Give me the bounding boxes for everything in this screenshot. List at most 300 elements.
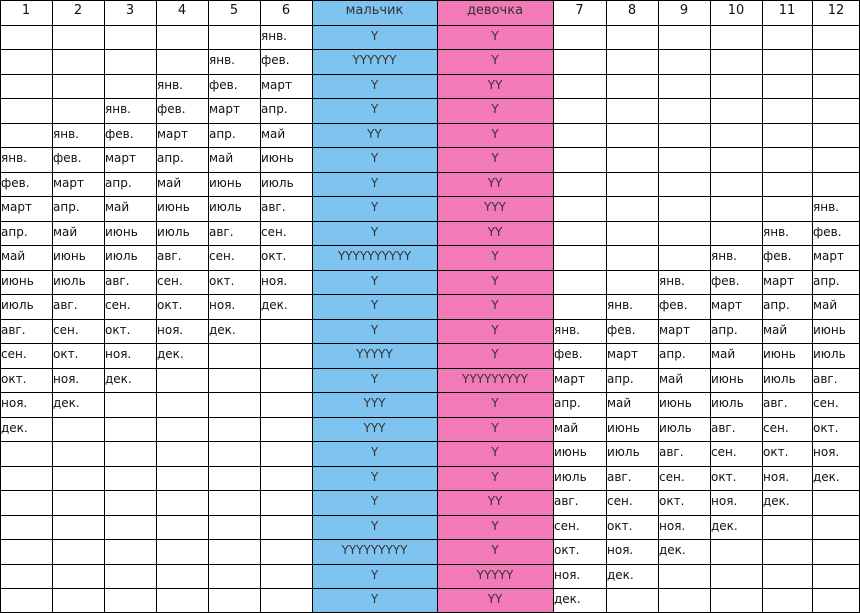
month-cell <box>762 98 812 123</box>
month-cell: май <box>157 175 182 190</box>
month-cell: сен. <box>607 494 633 508</box>
month-cell <box>658 172 710 197</box>
month-cell <box>762 172 812 197</box>
grid-horizontal-line <box>0 49 860 50</box>
month-cell <box>156 588 208 613</box>
month-cell <box>104 74 156 99</box>
month-cell: янв. <box>711 249 737 263</box>
header-col-7: 7 <box>575 3 584 18</box>
month-cell <box>553 245 606 270</box>
month-cell <box>0 490 52 515</box>
month-cell: июнь <box>1 273 34 288</box>
month-cell: май <box>813 298 838 312</box>
month-cell: авг. <box>1 322 26 337</box>
girl-cell: Y <box>437 294 553 319</box>
month-cell: ноя. <box>261 273 288 288</box>
month-cell <box>762 123 812 148</box>
month-cell <box>762 25 812 50</box>
grid-horizontal-line <box>0 0 860 1</box>
month-cell: июнь <box>554 445 587 459</box>
girl-cell: Y <box>437 417 553 442</box>
boy-cell: Y <box>312 490 437 515</box>
grid-horizontal-line <box>0 25 860 26</box>
month-cell: янв. <box>261 28 287 43</box>
month-cell: дек. <box>813 469 840 484</box>
month-cell: апр. <box>813 273 840 288</box>
month-cell: июнь <box>105 224 138 239</box>
boy-cell: YYY <box>312 417 437 442</box>
month-cell: дек. <box>554 592 581 606</box>
header-col-4: 4 <box>177 3 187 18</box>
month-cell <box>606 270 658 295</box>
header-col-3: 3 <box>125 3 135 18</box>
grid-horizontal-line <box>0 515 860 516</box>
month-cell: апр. <box>711 322 738 337</box>
month-cell: авг. <box>711 420 736 435</box>
month-cell <box>104 441 156 466</box>
grid-horizontal-line <box>0 343 860 344</box>
month-cell: фев. <box>711 273 740 288</box>
month-cell <box>208 588 260 613</box>
month-cell <box>52 417 104 442</box>
month-cell <box>658 25 710 50</box>
month-cell <box>553 221 606 246</box>
month-cell: дек. <box>659 543 686 557</box>
month-cell <box>156 515 208 540</box>
grid-horizontal-line <box>0 196 860 197</box>
month-cell: авг. <box>105 273 130 288</box>
month-cell: окт. <box>813 420 839 435</box>
month-cell: янв. <box>1 151 27 165</box>
month-cell: март <box>813 249 845 263</box>
month-cell <box>606 49 658 74</box>
header-col-8: 8 <box>627 3 637 18</box>
month-cell: ноя. <box>607 543 634 557</box>
month-cell <box>0 441 52 466</box>
girl-cell: Y <box>437 25 553 50</box>
month-cell <box>208 343 260 368</box>
month-cell <box>0 539 52 564</box>
month-cell <box>260 466 312 491</box>
month-cell: окт. <box>607 518 633 533</box>
month-cell <box>0 123 52 148</box>
month-cell: авг. <box>659 445 684 459</box>
month-cell: фев. <box>813 224 842 239</box>
month-cell <box>812 515 860 540</box>
month-cell: окт. <box>711 469 737 484</box>
month-cell <box>762 515 812 540</box>
grid-horizontal-line <box>0 564 860 565</box>
month-cell <box>762 539 812 564</box>
grid-horizontal-line <box>0 319 860 320</box>
month-cell <box>260 392 312 417</box>
boy-cell: Y <box>312 98 437 123</box>
month-cell <box>52 539 104 564</box>
month-cell <box>52 490 104 515</box>
girl-cell: Y <box>437 539 553 564</box>
month-cell: май <box>711 347 736 361</box>
month-cell <box>812 147 860 172</box>
month-cell: ноя. <box>711 494 738 508</box>
month-cell <box>260 441 312 466</box>
grid-horizontal-line <box>0 98 860 99</box>
month-cell <box>208 392 260 417</box>
month-cell <box>553 49 606 74</box>
header-col-5: 5 <box>229 3 239 18</box>
header-girl-column: девочка <box>437 0 553 25</box>
month-cell <box>710 539 762 564</box>
boy-cell: YYY <box>312 392 437 417</box>
month-cell: май <box>209 151 234 165</box>
boy-cell: YYYYYYYYY <box>312 539 437 564</box>
grid-horizontal-line <box>0 294 860 295</box>
month-cell <box>553 294 606 319</box>
month-cell <box>658 588 710 613</box>
grid-horizontal-line <box>0 147 860 148</box>
month-cell <box>606 123 658 148</box>
month-cell <box>260 368 312 393</box>
month-cell <box>208 441 260 466</box>
month-cell: март <box>1 200 33 214</box>
month-cell <box>260 417 312 442</box>
month-cell: март <box>53 175 85 190</box>
month-cell: март <box>554 371 586 386</box>
month-cell <box>52 25 104 50</box>
grid-horizontal-line <box>0 392 860 393</box>
month-cell: дек. <box>711 518 738 533</box>
girl-cell: Y <box>437 392 553 417</box>
month-cell: дек. <box>261 298 288 312</box>
month-cell <box>553 25 606 50</box>
month-cell <box>710 25 762 50</box>
month-cell: июль <box>763 371 796 386</box>
month-cell <box>710 172 762 197</box>
month-cell: июнь <box>209 175 242 190</box>
month-cell <box>606 172 658 197</box>
month-cell: дек. <box>209 322 236 337</box>
month-cell <box>658 49 710 74</box>
month-cell <box>156 25 208 50</box>
month-cell <box>208 515 260 540</box>
month-cell: ноя. <box>209 298 236 312</box>
month-cell: июнь <box>607 420 640 435</box>
girl-cell: YYY <box>437 196 553 221</box>
month-cell: май <box>659 371 684 386</box>
month-cell <box>208 417 260 442</box>
month-cell <box>710 196 762 221</box>
month-cell: фев. <box>105 126 134 141</box>
month-cell: дек. <box>53 396 80 410</box>
month-cell <box>553 123 606 148</box>
month-cell <box>52 588 104 613</box>
month-cell: янв. <box>209 53 235 67</box>
month-cell <box>208 368 260 393</box>
boy-cell: Y <box>312 441 437 466</box>
month-cell: март <box>711 298 743 312</box>
boy-cell: Y <box>312 564 437 589</box>
month-cell: авг. <box>763 396 788 410</box>
month-cell: дек. <box>157 347 184 361</box>
boy-cell: Y <box>312 74 437 99</box>
month-cell <box>658 98 710 123</box>
boy-cell: Y <box>312 25 437 50</box>
month-cell <box>762 74 812 99</box>
grid-horizontal-line <box>0 245 860 246</box>
grid-vertical-line <box>260 0 261 613</box>
month-cell <box>606 196 658 221</box>
month-cell: июнь <box>659 396 692 410</box>
month-cell: июль <box>607 445 640 459</box>
month-cell <box>762 564 812 589</box>
month-cell <box>0 98 52 123</box>
month-cell <box>658 245 710 270</box>
month-cell <box>52 515 104 540</box>
month-cell: фев. <box>157 102 186 116</box>
month-cell <box>104 25 156 50</box>
girl-cell: Y <box>437 245 553 270</box>
month-cell <box>710 588 762 613</box>
boy-cell: Y <box>312 319 437 344</box>
month-cell: ноя. <box>105 347 132 361</box>
boy-cell: Y <box>312 515 437 540</box>
header-col-9: 9 <box>679 3 689 18</box>
grid-vertical-line <box>762 0 763 613</box>
month-cell: ноя. <box>659 518 686 533</box>
girl-cell: Y <box>437 441 553 466</box>
month-cell <box>52 49 104 74</box>
girl-cell: Y <box>437 270 553 295</box>
month-cell: ноя. <box>1 396 28 410</box>
month-cell <box>553 74 606 99</box>
month-cell: март <box>105 151 137 165</box>
header-col-11: 11 <box>778 3 796 18</box>
month-cell: сен. <box>105 298 131 312</box>
girl-cell: YY <box>437 588 553 613</box>
month-cell <box>156 441 208 466</box>
month-cell: июль <box>105 249 138 263</box>
grid-vertical-line <box>437 0 438 613</box>
grid-horizontal-line <box>0 466 860 467</box>
month-cell <box>260 343 312 368</box>
month-cell <box>658 196 710 221</box>
month-cell <box>812 588 860 613</box>
month-cell: окт. <box>105 322 131 337</box>
month-cell <box>710 221 762 246</box>
month-cell: июль <box>261 175 294 190</box>
month-cell: янв. <box>53 126 79 141</box>
girl-cell: YY <box>437 490 553 515</box>
month-cell: март <box>763 273 795 288</box>
month-cell <box>104 490 156 515</box>
month-cell <box>208 539 260 564</box>
month-cell <box>260 319 312 344</box>
month-cell <box>260 539 312 564</box>
girl-cell: YYYYY <box>437 564 553 589</box>
month-cell: дек. <box>763 494 790 508</box>
grid-horizontal-line <box>0 417 860 418</box>
month-cell: янв. <box>554 322 580 337</box>
month-cell <box>104 588 156 613</box>
month-cell: окт. <box>659 494 685 508</box>
month-cell <box>156 490 208 515</box>
grid-horizontal-line <box>0 612 860 613</box>
month-cell <box>156 392 208 417</box>
month-cell <box>104 392 156 417</box>
grid-vertical-line <box>0 0 1 613</box>
month-cell: апр. <box>763 298 790 312</box>
month-cell: фев. <box>607 322 636 337</box>
month-cell <box>658 564 710 589</box>
month-cell: сен. <box>157 273 183 288</box>
month-cell <box>156 368 208 393</box>
month-cell <box>812 98 860 123</box>
month-cell: фев. <box>554 347 583 361</box>
month-cell <box>812 539 860 564</box>
grid-horizontal-line <box>0 123 860 124</box>
header-col-6: 6 <box>281 3 291 18</box>
month-cell: авг. <box>209 224 234 239</box>
month-cell: окт. <box>53 347 79 361</box>
boy-cell: Y <box>312 196 437 221</box>
month-cell <box>208 564 260 589</box>
month-cell <box>553 147 606 172</box>
month-cell <box>762 49 812 74</box>
month-cell: апр. <box>659 347 686 361</box>
month-cell <box>812 74 860 99</box>
month-cell <box>52 74 104 99</box>
grid-vertical-line <box>312 0 313 613</box>
month-cell: июнь <box>261 151 294 165</box>
month-cell: июль <box>209 200 242 214</box>
month-cell: апр. <box>53 200 80 214</box>
month-cell: март <box>261 77 293 92</box>
month-cell <box>710 123 762 148</box>
grid-horizontal-line <box>0 539 860 540</box>
grid-vertical-line <box>52 0 53 613</box>
header-col-12: 12 <box>827 3 845 18</box>
month-cell: март <box>659 322 691 337</box>
month-cell: дек. <box>105 371 132 386</box>
month-cell: янв. <box>157 77 183 92</box>
month-cell: фев. <box>1 175 30 190</box>
girl-cell: YY <box>437 172 553 197</box>
header-col-10: 10 <box>727 3 745 18</box>
month-cell <box>156 466 208 491</box>
month-cell <box>156 564 208 589</box>
month-cell: сен. <box>1 347 27 361</box>
month-cell: июль <box>659 420 692 435</box>
month-cell: май <box>1 249 26 263</box>
girl-cell: Y <box>437 123 553 148</box>
month-cell: май <box>105 200 130 214</box>
month-cell <box>606 147 658 172</box>
girl-cell: YYYYYYYYY <box>437 368 553 393</box>
month-cell: янв. <box>763 224 789 239</box>
month-cell: окт. <box>554 543 580 557</box>
month-cell: май <box>261 126 286 141</box>
girl-cell: YY <box>437 221 553 246</box>
month-cell <box>658 123 710 148</box>
month-cell: фев. <box>261 53 290 67</box>
grid-horizontal-line <box>0 172 860 173</box>
month-cell <box>0 588 52 613</box>
grid-horizontal-line <box>0 74 860 75</box>
month-cell: окт. <box>209 273 235 288</box>
month-cell: янв. <box>607 298 633 312</box>
month-cell <box>260 564 312 589</box>
month-cell <box>762 588 812 613</box>
month-cell <box>260 515 312 540</box>
month-cell <box>812 172 860 197</box>
month-cell: июнь <box>711 371 744 386</box>
month-cell: ноя. <box>53 371 80 386</box>
month-cell <box>553 172 606 197</box>
month-cell: апр. <box>209 126 236 141</box>
month-cell: сен. <box>813 396 839 410</box>
grid-vertical-line <box>208 0 209 613</box>
month-cell <box>0 25 52 50</box>
month-cell <box>104 417 156 442</box>
month-cell: июль <box>1 298 34 312</box>
month-cell: ноя. <box>157 322 184 337</box>
month-cell <box>658 74 710 99</box>
grid-horizontal-line <box>0 588 860 589</box>
month-cell: апр. <box>607 371 634 386</box>
month-cell: дек. <box>1 420 28 435</box>
month-cell: июль <box>554 469 587 484</box>
grid-vertical-line <box>553 0 554 613</box>
month-cell: апр. <box>105 175 132 190</box>
girl-cell: Y <box>437 49 553 74</box>
month-cell: авг. <box>53 298 78 312</box>
month-cell: авг. <box>607 469 632 484</box>
month-cell: авг. <box>261 200 286 214</box>
month-cell: июль <box>53 273 86 288</box>
boy-cell: Y <box>312 466 437 491</box>
month-cell <box>52 466 104 491</box>
month-cell <box>553 270 606 295</box>
month-cell <box>710 564 762 589</box>
header-col-2: 2 <box>73 3 83 18</box>
month-cell: март <box>209 102 241 116</box>
boy-cell: Y <box>312 147 437 172</box>
month-cell <box>104 466 156 491</box>
boy-cell: YYYYYY <box>312 49 437 74</box>
month-cell: окт. <box>261 249 287 263</box>
grid-vertical-line <box>710 0 711 613</box>
month-cell: апр. <box>157 151 184 165</box>
month-cell <box>658 221 710 246</box>
month-cell <box>208 490 260 515</box>
boy-cell: YYYYY <box>312 343 437 368</box>
grid-horizontal-line <box>0 368 860 369</box>
month-cell <box>260 588 312 613</box>
girl-cell: Y <box>437 343 553 368</box>
month-cell: сен. <box>763 420 789 435</box>
girl-cell: YY <box>437 74 553 99</box>
month-cell <box>553 98 606 123</box>
month-cell <box>606 25 658 50</box>
month-cell: июнь <box>157 200 190 214</box>
month-cell: фев. <box>209 77 238 92</box>
month-cell: авг. <box>157 249 182 263</box>
month-cell <box>52 98 104 123</box>
grid-vertical-line <box>104 0 105 613</box>
month-cell: янв. <box>659 273 685 288</box>
month-cell <box>762 196 812 221</box>
grid-horizontal-line <box>0 441 860 442</box>
month-cell: сен. <box>209 249 235 263</box>
